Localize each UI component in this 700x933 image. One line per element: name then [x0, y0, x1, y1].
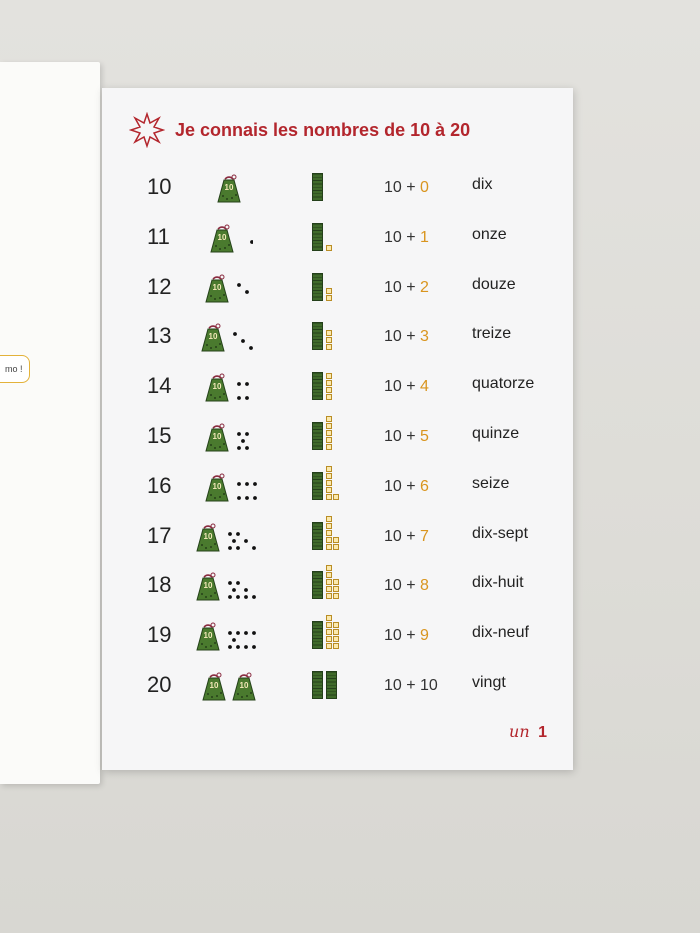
svg-text:10: 10 — [217, 232, 226, 242]
base-ten-blocks — [312, 318, 332, 350]
svg-text:10: 10 — [203, 631, 213, 641]
ten-bag-icon — [203, 371, 231, 403]
ten-bag-icon — [194, 620, 222, 652]
number-digits: 17 — [147, 522, 172, 548]
addition-expression — [384, 677, 438, 695]
unit-dots-icon — [235, 479, 257, 503]
ten-rod-icon — [312, 422, 323, 450]
number-digits: 16 — [147, 472, 172, 498]
star-burst-icon — [129, 112, 165, 148]
base-ten-blocks — [312, 617, 339, 649]
number-word: quatorze — [472, 375, 535, 393]
base-ten-blocks — [312, 667, 337, 699]
base-ten-blocks — [312, 518, 339, 550]
title-row — [129, 113, 470, 147]
ten-rod-icon — [312, 621, 323, 649]
number-row — [102, 215, 573, 255]
booklet-page — [102, 88, 573, 770]
expression-base: 10 + — [384, 477, 421, 495]
expression-addend: 0 — [420, 179, 429, 196]
number-digits: 15 — [147, 423, 172, 448]
svg-text:10: 10 — [224, 183, 234, 192]
base-ten-blocks — [312, 567, 339, 599]
ten-rod-icon — [312, 173, 323, 201]
svg-text:10: 10 — [212, 282, 222, 292]
page-number-word: un — [509, 722, 530, 741]
base-ten-blocks — [312, 368, 332, 400]
page-number-digit: 1 — [538, 724, 547, 741]
addition-expression — [384, 577, 429, 595]
addition-expression — [384, 627, 429, 645]
page-number — [509, 722, 547, 742]
left-page-speech-tag: mo ! — [0, 355, 30, 383]
ten-rod-icon — [312, 522, 323, 550]
unit-cubes-icon — [326, 288, 332, 301]
ten-bag-icon — [215, 172, 243, 204]
expression-base: 10 + — [384, 627, 421, 645]
bag-group — [200, 668, 260, 702]
bag-group — [203, 469, 257, 503]
number-digits: 20 — [147, 672, 172, 697]
number-row — [102, 414, 573, 454]
expression-addend: 4 — [420, 378, 429, 396]
bag-group — [203, 419, 257, 453]
expression-addend: 3 — [420, 328, 429, 346]
svg-text:10: 10 — [203, 581, 213, 591]
number-word: seize — [472, 474, 510, 492]
expression-base: 10 + — [384, 378, 421, 396]
expression-base: 10 + — [384, 577, 421, 595]
expression-addend: 5 — [420, 428, 429, 445]
addition-expression — [384, 328, 429, 346]
ten-bag-icon — [203, 272, 231, 304]
addition-expression — [384, 378, 429, 396]
ten-rod-icon — [312, 671, 323, 699]
svg-text:10: 10 — [239, 681, 249, 690]
expression-base: 10 + — [384, 328, 421, 346]
ten-bag-icon — [199, 321, 227, 353]
unit-dots-icon — [240, 230, 253, 254]
number-word: treize — [472, 325, 512, 343]
number-word: quinze — [472, 425, 520, 442]
number-digits: 13 — [147, 323, 172, 349]
number-row — [102, 364, 573, 404]
expression-base: 10 + — [384, 228, 421, 246]
number-row — [102, 464, 573, 504]
base-ten-blocks — [312, 468, 339, 500]
expression-base: 10 + — [384, 179, 421, 196]
number-word: dix-neuf — [472, 624, 529, 642]
unit-dots-icon — [226, 529, 266, 553]
svg-text:10: 10 — [212, 432, 222, 441]
number-row — [102, 314, 573, 354]
bag-group — [199, 319, 262, 353]
number-row — [102, 563, 573, 603]
addition-expression — [384, 229, 429, 247]
addition-expression — [384, 179, 429, 197]
svg-text:10: 10 — [208, 332, 217, 342]
svg-text:10: 10 — [212, 382, 222, 392]
expression-base: 10 + — [384, 527, 421, 545]
number-digits: 10 — [147, 174, 172, 199]
ten-bag-icon — [230, 670, 258, 702]
number-row — [102, 165, 573, 205]
page-title: Je connais les nombres de 10 à 20 — [175, 119, 471, 140]
expression-base: 10 + — [384, 278, 421, 296]
number-digits: 11 — [147, 223, 170, 249]
ten-bag-icon — [194, 570, 222, 602]
unit-cubes-icon — [326, 373, 332, 400]
number-digits: 14 — [147, 373, 172, 399]
number-digits: 18 — [147, 572, 172, 598]
bag-group — [203, 270, 257, 304]
unit-cubes-icon — [326, 416, 332, 450]
number-word: dix-huit — [472, 574, 524, 592]
unit-dots-icon — [235, 379, 257, 403]
expression-addend: 10 — [420, 677, 438, 694]
addition-expression — [384, 478, 429, 496]
ten-bag-icon — [203, 421, 231, 453]
bag-group — [215, 170, 245, 204]
unit-cubes-icon — [326, 565, 339, 599]
ten-rod-icon — [312, 372, 323, 400]
ten-rod-icon — [312, 273, 323, 301]
expression-base: 10 + — [384, 677, 421, 694]
addition-expression — [384, 428, 429, 446]
svg-text:10: 10 — [212, 481, 222, 491]
number-word: onze — [472, 225, 507, 243]
number-row — [102, 265, 573, 305]
bag-group — [194, 618, 266, 652]
unit-dots-icon — [226, 628, 266, 652]
addition-expression — [384, 528, 429, 546]
number-row — [102, 663, 573, 703]
unit-dots-icon — [226, 578, 266, 602]
base-ten-blocks — [312, 269, 332, 301]
expression-addend: 8 — [420, 577, 429, 595]
unit-cubes-icon — [326, 516, 339, 550]
base-ten-blocks — [312, 219, 332, 251]
expression-base: 10 + — [384, 428, 421, 445]
expression-addend: 7 — [420, 527, 429, 545]
svg-text:10: 10 — [209, 681, 219, 690]
ten-bag-icon — [208, 222, 236, 254]
ten-rod-icon — [312, 571, 323, 599]
base-ten-blocks — [312, 169, 323, 201]
base-ten-blocks — [312, 418, 332, 450]
number-word: vingt — [472, 674, 506, 691]
unit-dots-icon — [235, 429, 257, 453]
ten-bag-icon — [203, 471, 231, 503]
expression-addend: 9 — [420, 627, 429, 645]
bag-group — [194, 568, 266, 602]
bag-group — [208, 220, 253, 254]
ten-bag-icon — [200, 670, 228, 702]
bag-group — [203, 369, 257, 403]
number-row — [102, 514, 573, 554]
ten-rod-icon — [326, 671, 337, 699]
number-digits: 19 — [147, 622, 172, 648]
unit-cubes-icon — [326, 466, 339, 500]
unit-cubes-icon — [326, 330, 332, 350]
left-page — [0, 62, 100, 784]
unit-cubes-icon — [326, 245, 332, 251]
expression-addend: 2 — [420, 278, 429, 296]
bag-group — [194, 519, 266, 553]
number-word: douze — [472, 275, 516, 293]
unit-dots-icon — [231, 329, 262, 353]
expression-addend: 6 — [420, 477, 429, 495]
number-digits: 12 — [147, 273, 172, 299]
unit-dots-icon — [235, 280, 257, 304]
expression-addend: 1 — [420, 228, 429, 246]
ten-bag-icon — [194, 521, 222, 553]
number-row — [102, 613, 573, 653]
addition-expression — [384, 279, 429, 297]
ten-rod-icon — [312, 322, 323, 350]
ten-rod-icon — [312, 472, 323, 500]
ten-rod-icon — [312, 223, 323, 251]
number-word: dix — [472, 176, 493, 193]
svg-text:10: 10 — [203, 531, 213, 541]
unit-cubes-icon — [326, 615, 339, 649]
number-word: dix-sept — [472, 524, 529, 542]
